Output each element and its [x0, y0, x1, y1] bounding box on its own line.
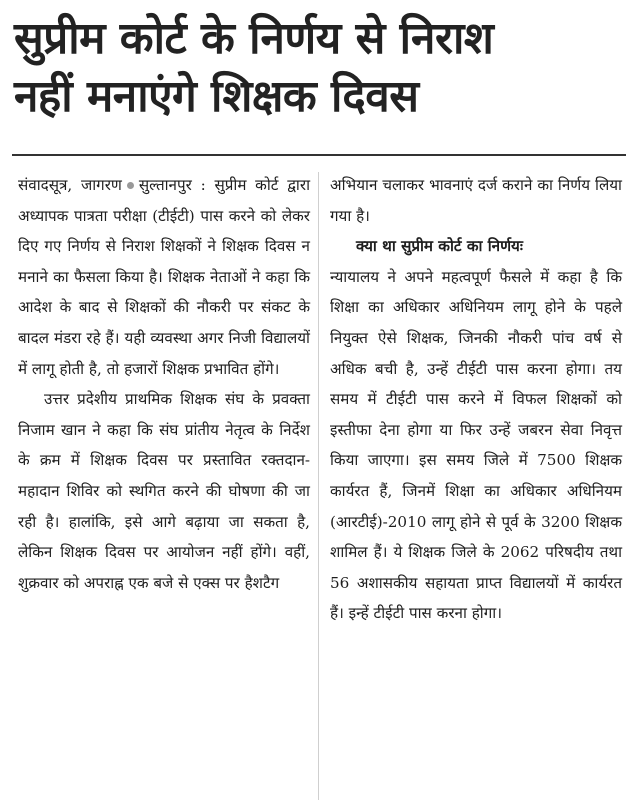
article-source: संवादसूत्र, जागरण [18, 176, 122, 194]
headline-line-2: नहीं मनाएंगे शिक्षक दिवस [14, 71, 419, 122]
bullet-icon [127, 182, 134, 189]
article-column-right [330, 170, 622, 629]
column-rule [318, 172, 319, 800]
article-location: सुल्तानपुर : [138, 176, 206, 194]
headline-divider [12, 154, 626, 156]
headline-line-1: सुप्रीम कोर्ट के निर्णय से निराश [14, 13, 494, 64]
article-column-left [18, 170, 310, 598]
article-text: सुप्रीम कोर्ट द्वारा अध्यापक पात्रता परीक्षा (टीईटी) पास करने को लेकर दिए गए निर्णय से निराश शिक्षकों ने शिक्षक दिवस न मनाने का फैसला किया है। शिक्षक नेताओं ने कहा कि आदेश के बाद से शिक्षकों की नौकरी पर संकट के बादल मंडरा रहे हैं। यही व्यवस्था अगर निजी विद्यालयों में लागू होती है, तो हजारों शिक्षक प्रभावित होंगे। [18, 176, 311, 378]
article-paragraph: अभियान चलाकर भावनाएं दर्ज कराने का निर्णय लिया गया है। [330, 176, 622, 225]
article-paragraph [18, 170, 310, 384]
headline [14, 10, 626, 126]
article-paragraph: उत्तर प्रदेशीय प्राथमिक शिक्षक संघ के प्रवक्ता निजाम खान ने कहा कि संघ प्रांतीय नेतृत्व के निर्देश के क्रम में शिक्षक दिवस पर प्रस्तावित रक्तदान-महादान शिविर को स्थगित करने की घोषणा की जा रही है। हालांकि, इसे आगे बढ़ाया जा सकता है, लेकिन शिक्षक दिवस पर आयोजन नहीं होंगे। वहीं, शुक्रवार को अपराह्न एक बजे से एक्स पर हैशटैग [18, 390, 310, 592]
article-subhead-paragraph [330, 231, 622, 262]
article-paragraph: न्यायालय ने अपने महत्वपूर्ण फैसले में कहा है कि शिक्षा का अधिकार अधिनियम लागू होने के पहले नियुक्त ऐसे शिक्षक, जिनकी नौकरी पांच वर्ष से अधिक बची है, उन्हें टीईटी पास करना होगा। तय समय में टीईटी पास करने में विफल शिक्षकों को इस्तीफा देना होगा या फिर उन्हें जबरन सेवा निवृत्त किया जाएगा। इस समय जिले में 7500 शिक्षक कार्यरत हैं, जिनमें शिक्षा का अधिकार अधिनियम (आरटीई)-2010 लागू होने से पूर्व के 3200 शिक्षक शामिल हैं। ये शिक्षक जिले के 2062 परिषदीय तथा 56 अशासकीय सहायता प्राप्त विद्यालयों में कार्यरत हैं। इन्हें टीईटी पास करना होगा। [330, 267, 622, 623]
article-subhead: क्या था सुप्रीम कोर्ट का निर्णयः [356, 237, 523, 256]
